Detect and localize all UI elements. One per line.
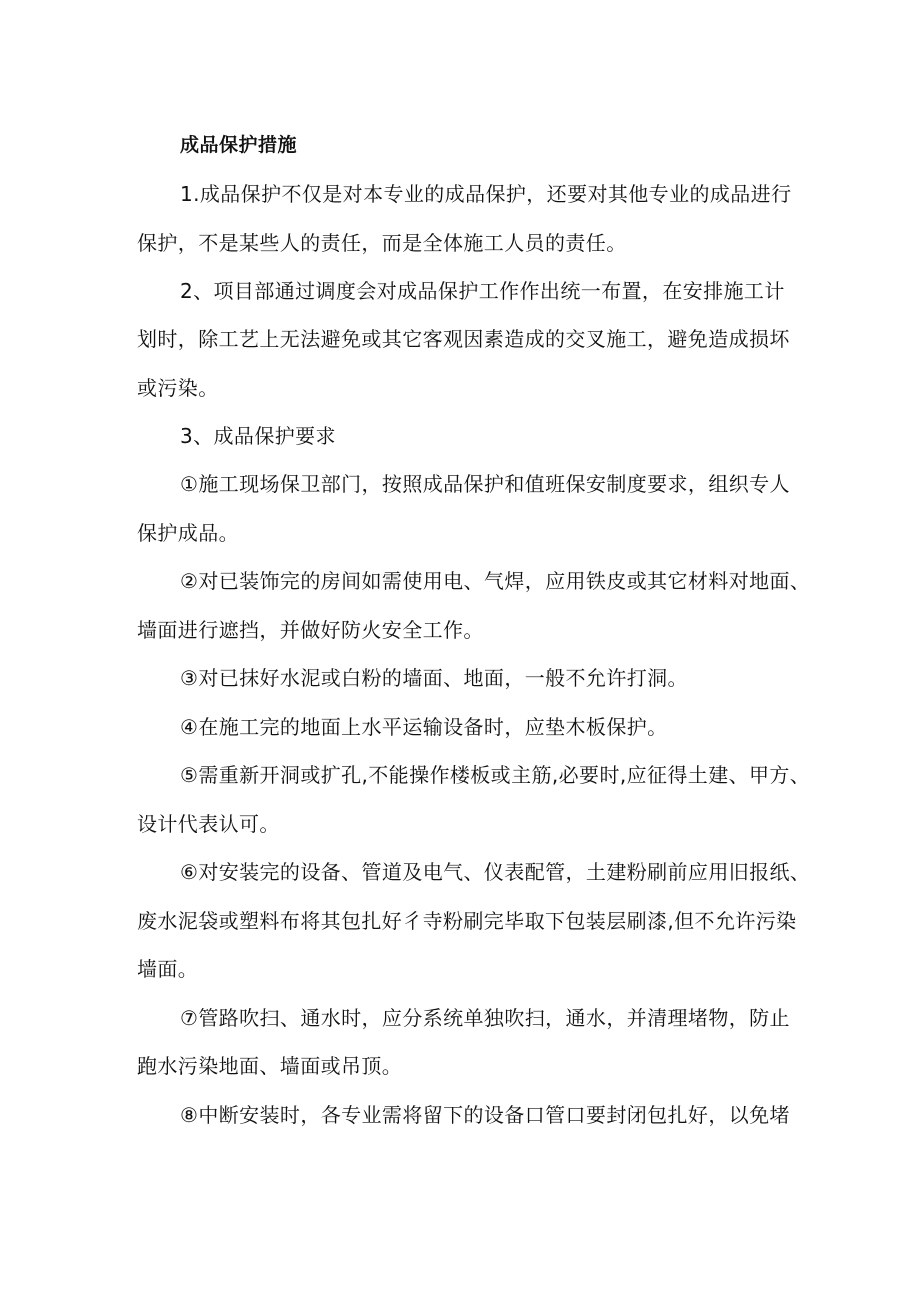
paragraph-7-line-1: ④在施工完的地面上水平运输设备时，应垫木板保护。: [180, 715, 668, 739]
paragraph-2-line-3: 或污染。: [137, 376, 219, 400]
paragraph-2-line-1: 2、项目部通过调度会对成品保护工作作出统一布置，在安排施工计: [180, 279, 785, 303]
paragraph-4-line-2: 保护成品。: [137, 521, 239, 545]
paragraph-3-line-1: 3、成品保护要求: [180, 424, 336, 448]
paragraph-6-line-1: ③对已抹好水泥或白粉的墙面、地面，一般不允许打洞。: [180, 666, 688, 690]
section-heading: 成品保护措施: [180, 134, 298, 156]
paragraph-4-line-1: ①施工现场保卫部门，按照成品保护和值班保安制度要求，组织专人: [180, 472, 790, 496]
paragraph-8-line-2: 设计代表认可。: [137, 812, 280, 836]
paragraph-9-line-2: 废水泥袋或塑料布将其包扎好彳寺粉刷完毕取下包装层刷漆,但不允许污染: [137, 909, 797, 933]
paragraph-11-line-1: ⑧中断安装时，各专业需将留下的设备口管口要封闭包扎好，以免堵: [180, 1103, 790, 1127]
paragraph-9-line-3: 墙面。: [137, 957, 199, 981]
paragraph-5-line-1: ②对已装饰完的房间如需使用电、气焊，应用铁皮或其它材料对地面、: [180, 569, 811, 593]
paragraph-2-line-2: 划时，除工艺上无法避免或其它客观因素造成的交叉施工，避免造成损坏: [137, 327, 790, 351]
paragraph-9-line-1: ⑥对安装完的设备、管道及电气、仪表配管，土建粉刷前应用旧报纸、: [180, 860, 811, 884]
paragraph-5-line-2: 墙面进行遮挡，并做好防火安全工作。: [137, 618, 484, 642]
paragraph-8-line-1: ⑤需重新开洞或扩孔,不能操作楼板或主筋,必要时,应征得土建、甲方、: [180, 763, 811, 787]
paragraph-1-line-2: 保护，不是某些人的责任，而是全体施工人员的责任。: [137, 231, 627, 255]
paragraph-10-line-1: ⑦管路吹扫、通水时，应分系统单独吹扫，通水，并清理堵物，防止: [180, 1006, 790, 1030]
paragraph-1-line-1: 1.成品保护不仅是对本专业的成品保护，还要对其他专业的成品进行: [180, 182, 792, 206]
paragraph-10-line-2: 跑水污染地面、墙面或吊顶。: [137, 1054, 403, 1078]
